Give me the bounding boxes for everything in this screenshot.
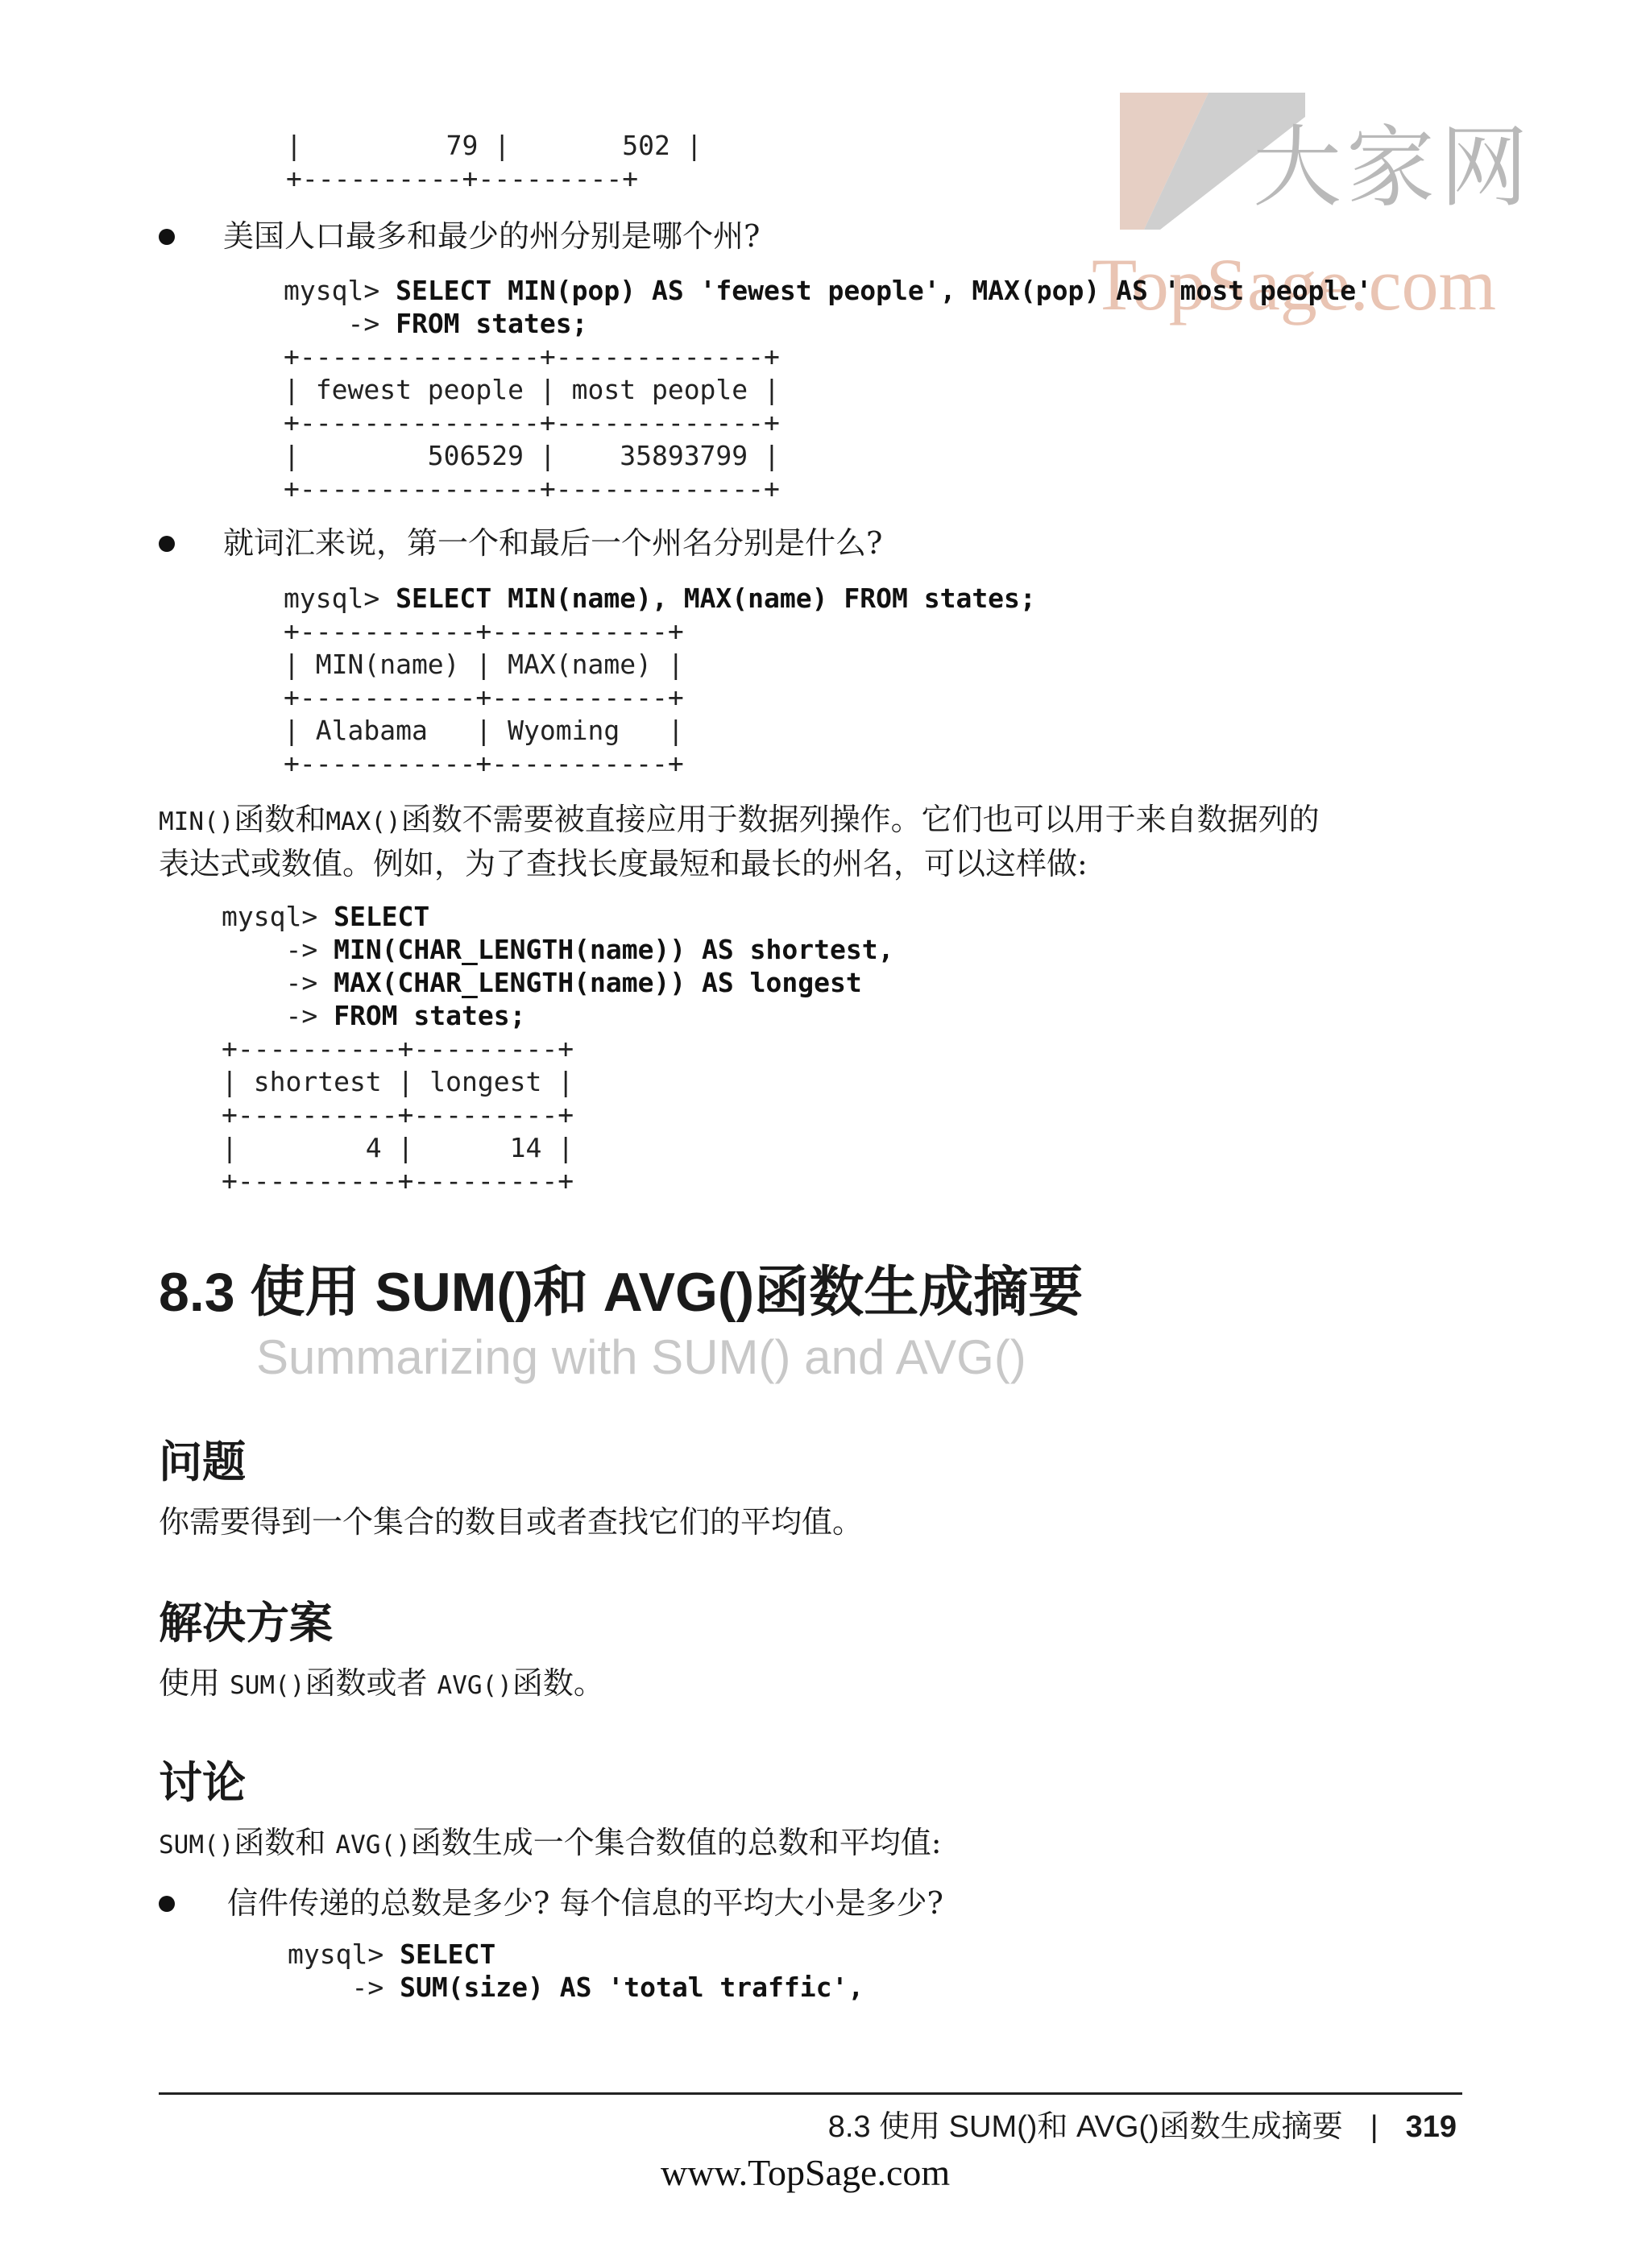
code-command: FROM states;: [396, 308, 588, 339]
code-block-char-length: [222, 900, 893, 1197]
code-prompt: ->: [288, 1972, 400, 2003]
site-footer: www.TopSage.com: [661, 2152, 951, 2193]
code-command: FROM states;: [334, 1000, 526, 1031]
inline-code: MAX(): [325, 807, 401, 836]
code-prompt: ->: [222, 1000, 334, 1031]
code-prompt: mysql>: [284, 583, 396, 614]
running-title: 8.3 使用 SUM()和 AVG()函数生成摘要: [827, 2110, 1343, 2144]
paragraph-text: 函数不需要被直接应用于数据列操作。它们也可以用于来自数据列的: [400, 802, 1320, 837]
running-footer: [828, 2101, 1457, 2146]
code-prompt: ->: [284, 308, 396, 339]
discussion-heading: 讨论: [159, 1759, 246, 1807]
code-block-min-max-pop: [284, 274, 1372, 505]
code-command: SELECT MIN(pop) AS 'fewest people', MAX(pop) AS 'most people': [396, 275, 1373, 306]
bullet-text: 信件传递的总数是多少? 每个信息的平均大小是多少?: [227, 1885, 943, 1921]
inline-code: AVG(): [437, 1671, 512, 1700]
watermark-en: TopSage.com: [1092, 243, 1497, 325]
code-prompt: mysql>: [288, 1938, 400, 1970]
code-command: SELECT MIN(name), MAX(name) FROM states;: [396, 583, 1036, 614]
bullet-icon: [159, 1896, 175, 1912]
code-command: MIN(CHAR_LENGTH(name)) AS shortest,: [334, 934, 894, 965]
inline-code: MIN(): [159, 807, 234, 836]
bullet-icon: [159, 229, 175, 245]
inline-code: AVG(): [335, 1831, 411, 1860]
solution-text: [159, 1661, 604, 1707]
code-result-table: +---------------+-------------+ | fewest people | most people | +---------------+-------------+ | 506529 | 35893799 | +---------------+-------------+: [284, 341, 780, 504]
solution-text-part: 函数或者: [305, 1665, 428, 1701]
bullet-text: 美国人口最多和最少的州分别是哪个州?: [223, 218, 761, 254]
code-result-table: +-----------+-----------+ | MIN(name) | MAX(name) | +-----------+-----------+ | Alabama | Wyoming | +-----------+-----------+: [284, 616, 684, 779]
code-prompt: mysql>: [222, 901, 334, 932]
code-prompt: ->: [222, 934, 334, 965]
section-subtitle: Summarizing with SUM() and AVG(): [256, 1330, 1026, 1384]
discussion-text-part: 函数生成一个集合数值的总数和平均值:: [410, 1825, 942, 1860]
code-result-table: +----------+---------+ | shortest | longest | +----------+---------+ | 4 | 14 | +----------+---------+: [222, 1033, 574, 1196]
discussion-text-part: 函数和: [234, 1825, 326, 1860]
code-command: SELECT: [334, 901, 430, 932]
section-title: 8.3 使用 SUM()和 AVG()函数生成摘要: [159, 1262, 1084, 1323]
solution-text-part: 使用: [159, 1665, 221, 1701]
problem-text: 你需要得到一个集合的数目或者查找它们的平均值。: [159, 1504, 864, 1540]
code-block-sum: [288, 1938, 864, 2004]
paragraph-line: [159, 798, 1320, 844]
solution-heading: 解决方案: [159, 1599, 333, 1648]
discussion-text: [159, 1821, 942, 1867]
problem-heading: 问题: [159, 1438, 246, 1486]
bullet-icon: [159, 536, 175, 552]
inline-code: SUM(): [159, 1831, 234, 1860]
bullet-text: 就词汇来说，第一个和最后一个州名分别是什么?: [223, 525, 883, 561]
code-command: MAX(CHAR_LENGTH(name)) AS longest: [334, 967, 862, 998]
code-block-min-max-name: [284, 582, 1036, 780]
paragraph-line: 表达式或数值。例如，为了查找长度最短和最长的州名，可以这样做:: [159, 846, 1088, 881]
paragraph-text: 函数和: [234, 802, 326, 837]
code-command: SELECT: [400, 1938, 496, 1970]
footer-separator: |: [1370, 2110, 1378, 2144]
code-prompt: ->: [222, 967, 334, 998]
inline-code: SUM(): [230, 1671, 305, 1700]
code-command: SUM(size) AS 'total traffic',: [400, 1972, 864, 2003]
footer-rule: [159, 2092, 1462, 2095]
code-prompt: mysql>: [284, 275, 396, 306]
page-number: 319: [1405, 2110, 1457, 2144]
solution-text-part: 函数。: [512, 1665, 604, 1701]
watermark-cn: 大家网: [1253, 116, 1533, 219]
code-table-fragment: | 79 | 502 | +----------+---------+: [286, 130, 703, 194]
